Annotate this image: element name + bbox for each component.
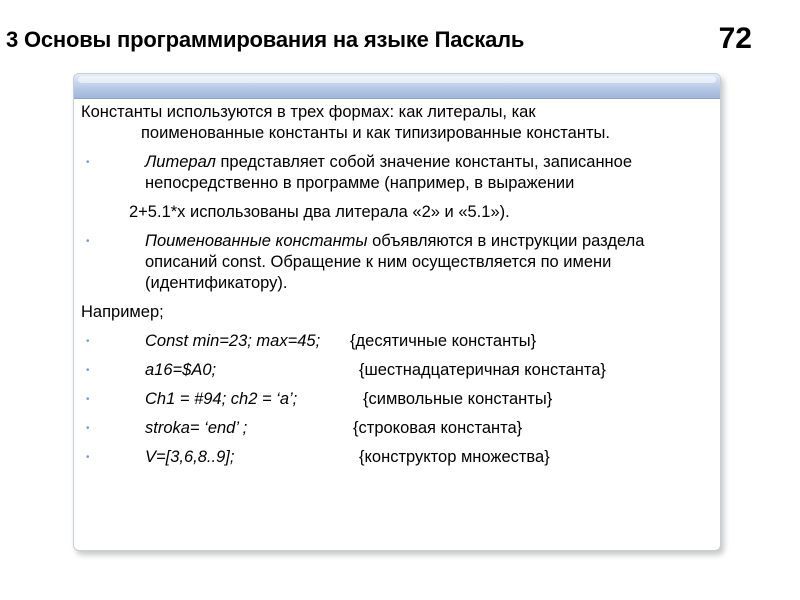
bullet-dot-icon: • bbox=[86, 236, 90, 247]
example-code: Const min=23; max=45; bbox=[145, 332, 321, 350]
content-panel bbox=[73, 73, 721, 551]
bullet-dot-icon: • bbox=[86, 157, 90, 168]
example-row bbox=[81, 389, 711, 410]
named-constants-bullet bbox=[81, 231, 711, 294]
example-label: Например; bbox=[81, 303, 164, 321]
bullet-dot-icon: • bbox=[86, 423, 90, 434]
bullet-dot-icon: • bbox=[86, 394, 90, 405]
intro-paragraph bbox=[81, 102, 711, 144]
literal-bullet bbox=[81, 152, 711, 194]
bullet-dot-icon: • bbox=[86, 336, 90, 347]
named-constants-text: объявляются в инструкции раздела описаний const. Обращение к ним осуществляется по имени (идентификатору). bbox=[145, 232, 645, 292]
example-code: V=[3,6,8..9]; bbox=[145, 448, 235, 466]
literal-continuation: 2+5.1*x использованы два литерала «2» и «5.1»). bbox=[129, 203, 510, 221]
example-row bbox=[81, 447, 711, 468]
example-row bbox=[81, 418, 711, 439]
literal-term: Литерал bbox=[145, 153, 216, 171]
named-constants-term: Поименованные константы bbox=[145, 232, 368, 250]
panel-header-bar bbox=[74, 74, 720, 99]
example-comment: {символьные константы} bbox=[363, 390, 553, 408]
bullet-dot-icon: • bbox=[86, 365, 90, 376]
slide-title: 3 Основы программирования на языке Паскаль bbox=[6, 27, 525, 52]
example-comment: {строковая константа} bbox=[353, 419, 523, 437]
example-code: a16=$A0; bbox=[145, 361, 217, 379]
example-comment: {десятичные константы} bbox=[350, 332, 537, 350]
literal-text: представляет собой значение константы, записанное непосредственно в программе (например, в выражении bbox=[145, 153, 633, 192]
example-code: stroka= ‘end’ ; bbox=[145, 419, 248, 437]
example-comment: {шестнадцатеричная константа} bbox=[359, 361, 606, 379]
intro-line-2: поименованные константы и как типизированные константы. bbox=[141, 124, 610, 142]
slide-number: 72 bbox=[718, 22, 752, 55]
example-row bbox=[81, 331, 711, 352]
content-body bbox=[81, 102, 711, 468]
intro-line-1: Константы используются в трех формах: как литералы, как bbox=[81, 103, 536, 121]
bullet-dot-icon: • bbox=[86, 452, 90, 463]
example-comment: {конструктор множества} bbox=[359, 448, 550, 466]
example-code: Ch1 = #94; ch2 = ‘a’; bbox=[145, 390, 298, 408]
example-row bbox=[81, 360, 711, 381]
